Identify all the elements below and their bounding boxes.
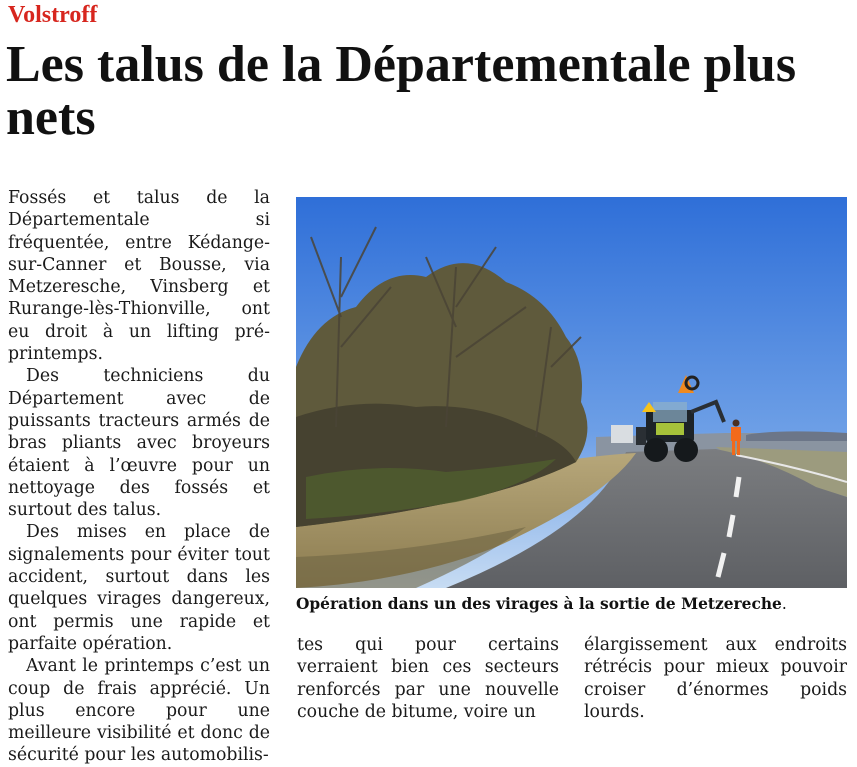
text-column-3	[584, 634, 847, 723]
photo-caption	[296, 594, 856, 614]
caption-end: .	[781, 595, 787, 613]
paragraph-4: Avant le printemps c’est un coup de frais apprécié. Un plus encore pour une meilleure visibilité et donc de sécurité pour les automobilis-	[8, 656, 270, 766]
paragraph-1: Fossés et talus de la Départementale si fréquentée, entre Kédange-sur-Canner et Bousse, via Metzeresche, Vinsberg et Rurange-lès-Thionville, ont eu droit à un lifting pré-printemps.	[8, 188, 270, 365]
van	[611, 425, 633, 443]
paragraph-3: Des mises en place de signalements pour éviter tout accident, surtout dans les quelques virages dangereux, ont permis une rapide et parfaite opération.	[8, 522, 270, 654]
text-column-1	[8, 187, 270, 767]
article-headline: Les talus de la Départementale plus nets	[6, 36, 797, 146]
text-column-2	[297, 634, 559, 723]
paragraph-2: Des techniciens du Département avec de puissants tracteurs armés de bras pliants avec broyeurs étaient à l’œuvre pour un nettoyage des fossés et surtout des talus.	[8, 366, 270, 521]
section-kicker: Volstroff	[8, 2, 98, 28]
caption-text: Opération dans un des virages à la sortie de Metzereche	[296, 595, 782, 613]
article-photo	[296, 197, 847, 588]
paragraph-6: élargissement aux endroits rétrécis pour mieux pouvoir croiser d’énormes poids lourds.	[584, 635, 847, 722]
paragraph-5: tes qui pour certains verraient bien ces secteurs renforcés par une nouvelle couche de bitume, voire un	[297, 635, 559, 722]
photo-illustration	[296, 197, 847, 588]
